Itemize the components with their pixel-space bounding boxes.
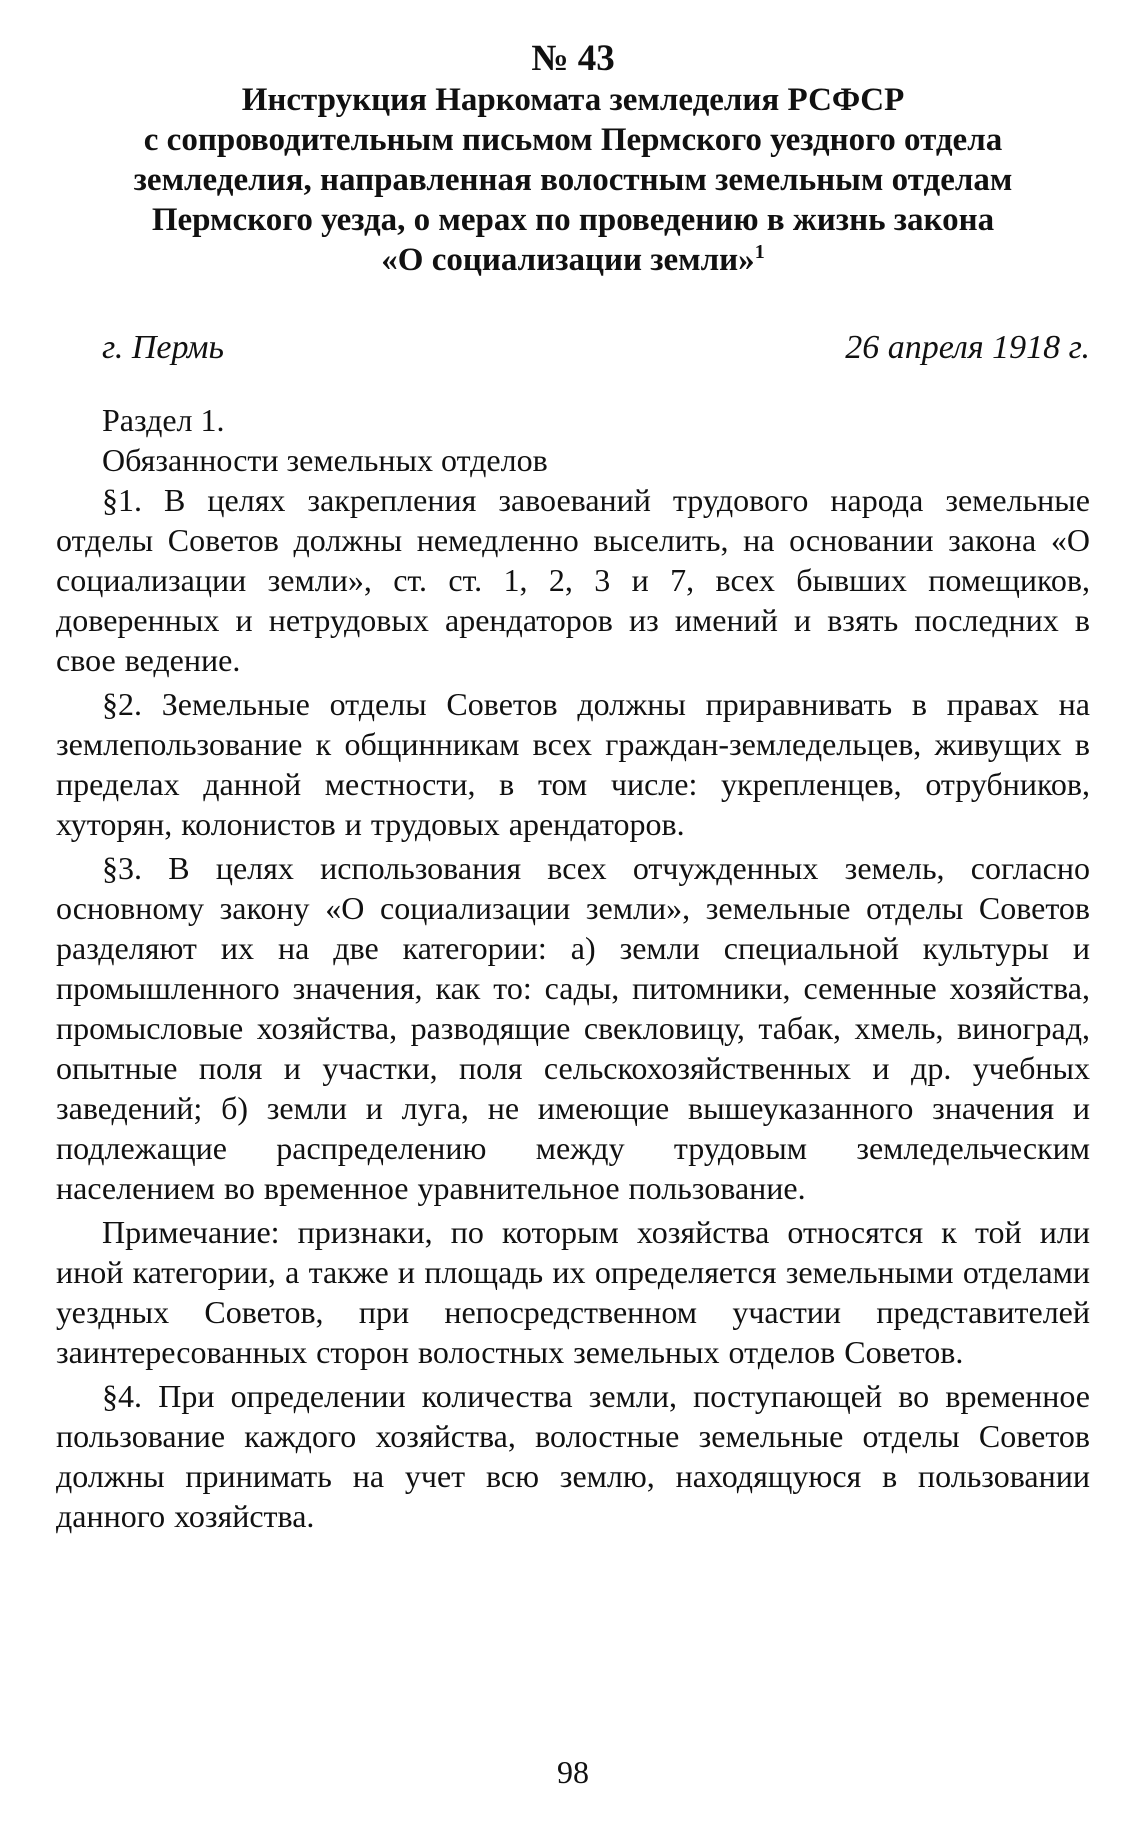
document-number: № 43 [531,38,615,79]
section-label: Раздел 1. [102,402,225,438]
paragraph-3: §3. В целях использования всех отчужденных земель, согласно основному закону «О социализации земли», земельные отделы Советов разделяют их на две категории: а) земли специальной культуры и промышленного значения, как то: сады, питомники, семенные хозяйства, промысловые хозяйства, разводящие свекловицу, табак, хмель, виноград, опытные поля и участки, поля сельскохозяйственных и др. учебных заведений; б) земли и луга, не имеющие вышеуказанного значения и подлежащие распределению между трудовым земледельческим населением во временное уравнительное пользование. [56,850,1090,1206]
footnote-mark: 1 [754,241,765,263]
paragraph-4: §4. При определении количества земли, поступающей во временное пользование каждого хозяйства, волостные земельные отделы Советов должны принимать на учет всю землю, находящуюся в пользовании данного хозяйства. [56,1378,1090,1534]
section-heading: Обязанности земельных отделов [102,442,548,478]
page-number: 98 [557,1754,589,1790]
note-paragraph: Примечание: признаки, по которым хозяйства относятся к той или иной категории, а также и площадь их определяется земельными отделами уездных Советов, при непосредственном участии представителей заинтересованных сторон волостных земельных отделов Советов. [56,1214,1090,1370]
document-body [56,400,1090,1536]
title-line: земледелия, направленная волостным земельным отделам [133,162,1013,198]
title-line-last [56,240,1090,280]
title-line: с сопроводительным письмом Пермского уездного отдела [143,122,1003,158]
title-line: Инструкция Наркомата земледелия РСФСР [241,82,905,118]
paragraph-1: §1. В целях закрепления завоеваний трудового народа земельные отделы Советов должны немедленно выселить, на основании закона «О социализации земли», ст. ст. 1, 2, 3 и 7, всех бывших помещиков, доверенных и нетрудовых арендаторов из имений и взять последних в свое ведение. [56,482,1090,678]
title-line: Пермского уезда, о мерах по проведению в жизнь закона [151,202,995,238]
document-page [56,38,1090,1540]
place-date-row [56,328,1090,368]
place: г. Пермь [102,329,224,366]
paragraph-2: §2. Земельные отделы Советов должны приравнивать в правах на землепользование к общинникам всех граждан-земледельцев, живущих в пределах данной местности, в том числе: укрепленцев, отрубников, хуторян, колонистов и трудовых арендаторов. [56,686,1090,842]
date: 26 апреля 1918 г. [845,329,1090,366]
document-title [56,80,1090,280]
title-line: «О социализации земли» [381,242,755,278]
